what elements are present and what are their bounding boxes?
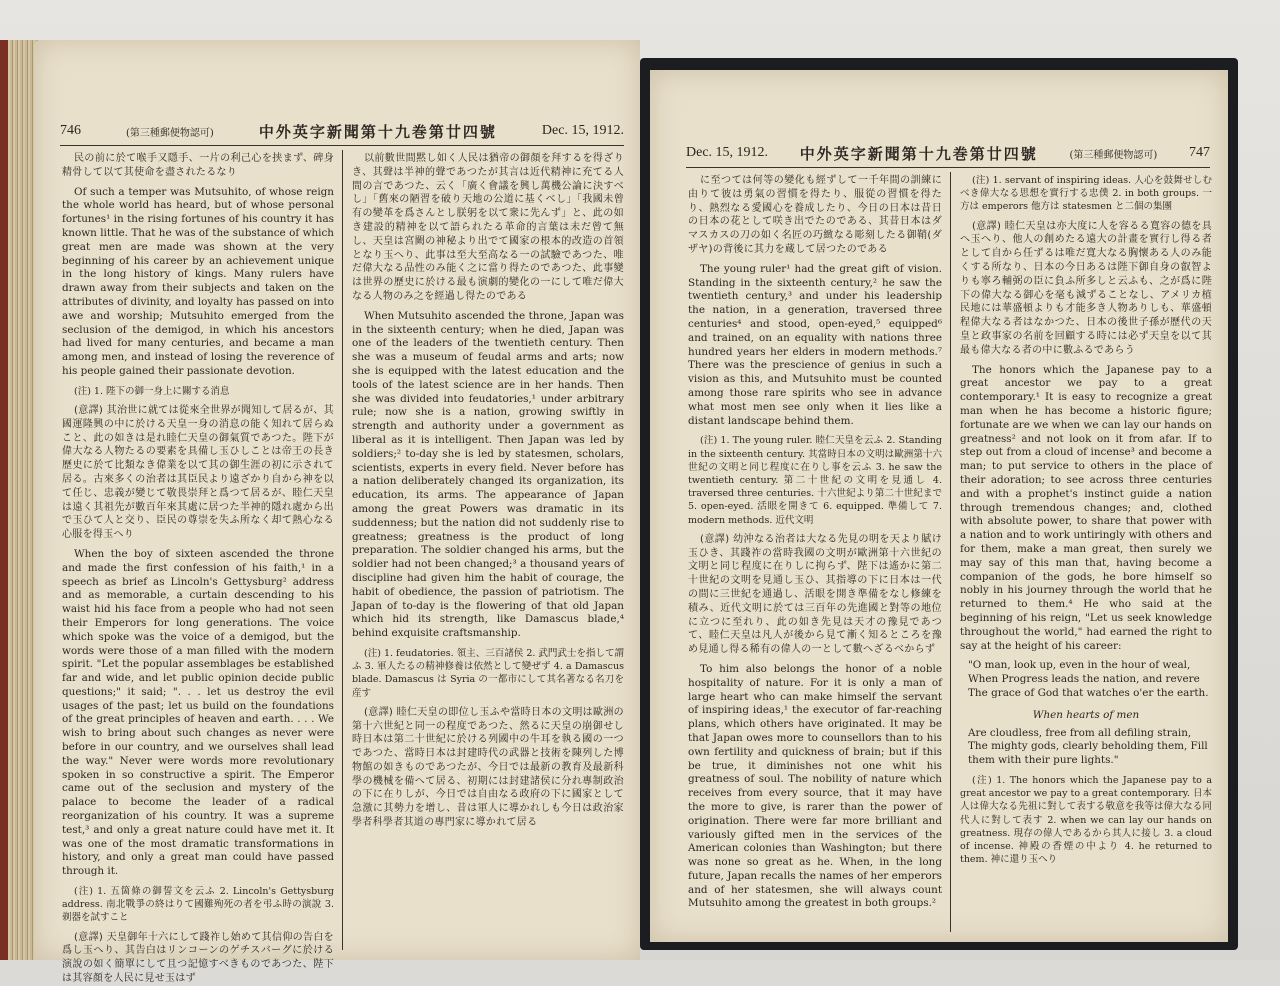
annotation-note: (注) 1. The honors which the Japanese pay to a great ancestor we pay to a great contemporary. 日本人は偉大なる先祖に對して表する敬意を我等は偉大なる同代人に對して表す 2. when we can lay our hands on greatness. 現存の偉人であるから其人に接し 3. a cloud of incense. 神殿の香煙の中より 4. he returned to them. 神に還り玉へり: [960, 774, 1212, 866]
left-page: [34, 40, 640, 985]
publication-title: 中外英字新聞第十九巻第廿四號: [258, 122, 497, 141]
header-rule: [686, 167, 1210, 168]
left-column-2: [352, 152, 624, 952]
english-paragraph: To him also belongs the honor of a noble hospitality of nature. For it is only a man of large heart who can make himself the servant of inspiring ideas,¹ the executor of far-reaching plans, which others have originated. It may be that Japan owes more to counsellors than to his own fertility and quickness of brain; but if this be true, it diminishes not one whit his greatness of soul. The nobility of nature which receives from every source, that it may have the more to give, is rarer than the power of origination. There were far more brilliant and variously gifted men in the services of the American colonies than Washington; but there was none so great as he. When, in the long future, Japan recalls the names of her emperors and of her statesmen, she will always count Mutsuhito among the greatest in both groups.²: [688, 662, 942, 910]
japanese-paragraph: 民の前に於て喉手又隱手、一片の利己心を挟まず、碑身精骨して以て其使命を盡されたるなり: [62, 153, 334, 178]
japanese-paragraph: に至つては何等の變化も經ずして一千年間の訓練に由りて彼は勇氣の習慣を得たり、服從の習慣を得たり、熱烈なる愛國心を養成したり、今日の日本は昔日の日本の花として咲き出でたのである、其昔日本はダマスカスの刀の如く名匠の巧緻なる彫刻したる御鞘(ダザヤ)の背後に其力を蔵して居つたのである: [688, 175, 942, 255]
english-paragraph: When the boy of sixteen ascended the throne and made the first confession of his faith,¹ in a speech as brief as Lincoln's Gettysburg² address and as memorable, a curtain descending to his waist hid his face from a people who had not seen their Emperors for long generations. The voice which spoke was the voice of a demigod, but the words were those of a man filled with the modern spirit. "Let the popular assemblages be established far and wide, and let public opinion decide public questions;" it said; ". . . let us destroy the evil usages of the past; let us build on the foundations of the great principles of heaven and earth. . . . We wish to bring about such changes as never were before in our country, and we ourselves shall lead the way." Never were words more revolutionary spoken in so constructive a spirit. The Emperor came out of the seclusion and mystery of the palace to become the leader of a radical reorganization of his country. It was a supreme test,³ and only a great nature could have met it. It was one of the most dramatic transformations in history, and only a great man could have passed through it.: [62, 547, 334, 878]
english-paragraph: Are cloudless, free from all defiling strain, The mighty gods, clearly beholding them, Fill them with their pure lights.": [968, 726, 1208, 767]
issue-date: Dec. 15, 1912.: [686, 145, 769, 160]
publication-title: 中外英字新聞第十九巻第廿四號: [799, 144, 1038, 163]
column-divider: [950, 172, 951, 932]
japanese-paragraph: (意譯) 睦仁天皇は亦大度に人を容るる寬容の德を具へ玉へり、他人の創めたる遠大の計畫を實行し得る者として自から任ずるは唯だ寬大なる胸懷ある人のみ能くする所なり、日本の今日あるは陛下御自身の叡智よりも寧ろ輔弼の臣に負ふ所多しと云ふも、之が爲に陛下の偉大なる御心を毫も減ずることなし、アメリカ植民地には華盛頓よりも才能多き人物ありしも、華盛頓程偉大なる者はなかつた、日本の後世子孫が歷代の天皇と政事家の名前を回顧する時には必ず天皇を以て其最も偉大なる者の中に數ふるであらう: [960, 220, 1212, 356]
annotation-note: (注) 1. The young ruler. 睦仁天皇を云ふ 2. Standing in the sixteenth century. 其當時日本の文明は歐洲第十六世紀の文明と同じ程度に在りし事を云ふ 3. he saw the twentieth century. 第二十世紀の文明を見通し 4. traversed three centuries. 十六世紀より第二十世紀まで 5. open-eyed. 活眼を開きて 6. equipped. 準備して 7. modern methods. 近代文明: [688, 435, 942, 526]
annotation-note: (注) 1. 五箇條の御誓文を云ふ 2. Lincoln's Gettysburg address. 南北戰爭の終はりて國難殉死の者を弔ふ時の演說 3. 剃器を試すこと: [62, 886, 334, 924]
japanese-paragraph: (意譯) 其治世に就ては從來全世界が聞知して居るが、其國運隆興の中に於ける天皇一身の消息の能く知れて居らぬこと、此の如きは是れ睦仁天皇の御氣質であつた。陛下が偉大なる人物たるの要素を具備し玉ひしことは帝王の長き歷史に於て比類なき偉業を以て其の御生涯の初に示されて居る。古來多くの治者は其臣民より遠ざかり自から神を以て任じ、忠義が變じて敬畏崇拜と爲つて居るが、睦仁天皇は遠く其祖先が數百年來其處に居つた半神的隱れ處から出で玉ひて人と交り、臣民の尊崇を失ふ所なく却て熱心なる心服を得玉へり: [62, 404, 334, 541]
japanese-paragraph: 以前數世間黙し如く人民は猶帝の御顏を拜するを得ざりき、其聲は半神的聲であつたが其言は近代精神に充てる人間の言であつた、云く「廣く會議を興し萬機公論に決すべし」「舊來の陋習を破り天地の公道に基くべし」「我國未曾有の變革を爲さんとし朕躬を以て衆に先んず」と、此の如き建設的精神を以て語られたる革命的言葉は未だ曾て無し、天皇は宮闕の神秘より出でて國家の根本的改造の首領となり玉へり、此事は至大至高なる一の試驗であつた、唯だ偉大なる品性のみ能く之に當り得たのであつた、此事變は世界の歷史に於ける最も演劇的變化の一にして唯だ偉大なる人物のみ之を經過し得たのである: [352, 153, 624, 302]
left-column-1: [62, 152, 334, 985]
column-divider: [342, 150, 343, 950]
english-paragraph: The young ruler¹ had the great gift of vision. Standing in the sixteenth century,² he saw the twentieth century,³ and under his leadership the nation, in a generation, traversed three centuries⁴ and stood, open-eyed,⁵ equipped⁶ and trained, on an equality with nations three hundred years her elders in modern methods.⁷ There was the prescience of genius in such a vision as this, and Mutsuhito must be counted among those rare spirits who see in advance what most men see only when it lies like a distant landscape behind them.: [688, 262, 942, 427]
right-running-head: [686, 142, 1210, 164]
english-paragraph: Of such a temper was Mutsuhito, of whose reign the whole world has heard, but of whose personal fortunes¹ in the rising fortunes of his country it has known little. That he was of the substance of which great men are made was shown at the very beginning of his career by an achievement unique in the long history of kings. Many rulers have drawn away from their subjects and taken on the attributes of divinity, and loyalty has passed on into awe and worship; Mutsuhito emerged from the seclusion of the demigod, in which his ancestors had lived for many centuries, and became a man among men, and instead of losing the reverence of his people gained their passionate devotion.: [62, 185, 334, 377]
annotation-note: (注) 1. feudatories. 領主、三百諸侯 2. 武門武士を指して謂ふ 3. 軍人たるの精神修養は依然として變ぜず 4. a Damascus blade. Damascus は Syria の一都市にして其名著なる名刀を産す: [352, 647, 624, 699]
japanese-paragraph: (意譯) 睦仁天皇の即位し玉ふや當時日本の文明は歐洲の第十六世紀と同一の程度であつた、然るに天皇の崩御せし時日本は第二十世紀に於ける列國中の牛耳を執る國の一つであつた、當時日本は封建時代の武器と技術を陳列した博物館の如きものであつたが、今日では最新の教育及最新科學の機械を備へて居る、初期には封建諸侯に分れ專制政治の下に在りしが、今日では自由なる政府の下に國家として急激に其勢力を增し、昔は軍人に導かれしも今日は政治家學者科學者其道の專門家に導かれて居る: [352, 706, 624, 829]
annotation-note: (注) 1. servant of inspiring ideas. 人心を鼓舞せしむべき偉大なる思想を實行する忠僕 2. in both groups. 一方は emperors 他方は statesmen と二個の集團: [960, 175, 1212, 213]
english-paragraph: When Mutsuhito ascended the throne, Japan was in the sixteenth century; when he died, Japan was one of the leaders of the twentieth century. Then she was a museum of feudal arms and arts; now she is equipped with the latest education and the tools of the latest science are in her hands. Then she was divided into feudatories,¹ under arbitrary rule; now she is a nation, growing swiftly in strength and authority under a government as liberal as it is intelligent. Then Japan was led by soldiers;² to-day she is led by statesmen, scholars, scientists, experts in every field. Never before has a nation deliberately changed its organization, its education, its arms. The appearance of Japan among the great Powers was dramatic in its suddenness; but the nation did not suddenly rise to greatness; greatness is the product of long preparation. The soldier changed his arms, but the soldier had not been changed;³ a thousand years of discipline had given him the habit of courage, the habit of obedience, the passion of patriotism. The Japan of to-day is the flowering of that old Japan which hid its strength, like Damascus blade,⁴ behind exquisite craftsmanship.: [352, 309, 624, 640]
poem-heading: When hearts of men: [1032, 708, 1140, 721]
permission-note: (第三種郵便物認可): [126, 127, 214, 139]
japanese-paragraph: (意譯) 天皇御年十六にして踐祚し始めて其信仰の告白を爲し玉へり、其告白はリンコーンのゲチスバーグに於ける演說の如く簡單にして且つ記憶すべきものであつた、陛下は其容顏を人民に見せ玉はず: [62, 931, 334, 985]
right-column-1: [688, 174, 942, 934]
japanese-paragraph: (意譯) 幼沖なる治者は大なる先見の明を天より賦け玉ひき、其踐祚の當時我國の文明が歐洲第十六世紀の文明と同じ程度に在りしに拘らず、陛下は遙かに第二十世紀の文明を見通し玉ひ、其指導の下に日本は一代の間に三世紀を通過し、活眼を開き準備をなし修練を積み、近代文明に於ては三百年の先進國と對等の地位に立つに至れり、此の如き先見は天才の豫見であつて、睦仁天皇は凡人が後から見て漸く知るところを豫め見通し得る稀有の偉人の一として數へざるべからず: [688, 533, 942, 656]
english-paragraph: The honors which the Japanese pay to a great ancestor we pay to a great contemporary.¹ It is easy to recognize a great man when he has become a historic figure; fortunate are we when we can lay our hands on greatness² and not look on it from afar. If to step out from a cloud of incense³ and become a man; to put service to others in the place of their adoration; to see across three centuries and with a prophet's instinct guide a nation through tremendous changes; and, clothed with absolute power, to share that power with a nation and to work untiringly with others and for them, make a man great, then surely we may say of this man that, having become a companion of the gods, he bore himself so nobly in his journey through the world that he returned to them.⁴ He who said at the beginning of his reign, "Let us seek knowledge throughout the world," had earned the right to say at the height of his career:: [960, 363, 1212, 652]
page-number: 746: [60, 123, 81, 138]
annotation-note: (注) 1. 陛下の御一身上に關する消息: [74, 385, 230, 397]
left-running-head: [60, 120, 624, 142]
english-paragraph: "O man, look up, even in the hour of weal, When Progress leads the nation, and revere The grace of God that watches o'er the earth.: [968, 659, 1209, 699]
page-number: 747: [1188, 145, 1210, 160]
issue-date: Dec. 15, 1912.: [541, 123, 624, 138]
right-column-2: [960, 174, 1212, 934]
header-rule: [60, 145, 624, 146]
permission-note: (第三種郵便物認可): [1069, 149, 1158, 161]
book-cover-edge: [0, 40, 8, 960]
right-page: [650, 70, 1228, 942]
